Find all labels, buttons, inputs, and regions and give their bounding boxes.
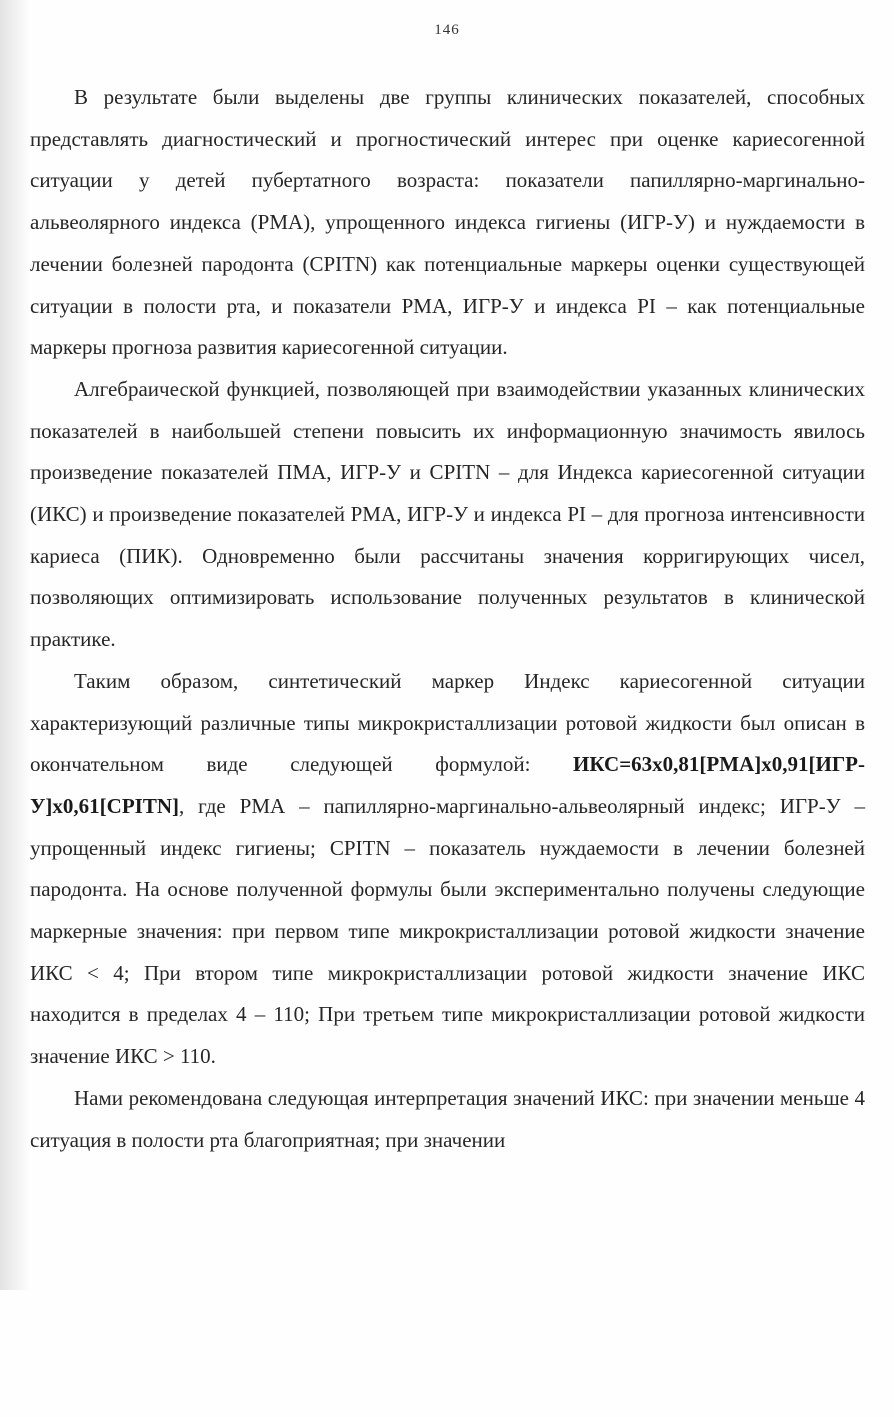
paragraph-interpretation: Нами рекомендована следующая интерпретация значений ИКС: при значении меньше 4 ситуация в полости рта благоприятная; при значении: [30, 1085, 865, 1152]
page-number: 146: [434, 22, 460, 38]
paragraph-algebraic-function: Алгебраической функцией, позволяющей при взаимодействии указанных клинических показателей в наибольшей степени повысить их информационную значимость явилось произведение показателей ПМА, ИГР-У и CPITN – для Индекса кариесогенной ситуации (ИКС) и произведение показателей РМА, ИГР-У и индекса PI – для прогноза интенсивности кариеса (ПИК). Одновременно были рассчитаны значения корригирующих чисел, позволяющих оптимизировать использование полученных результатов в клинической практике.: [30, 376, 865, 652]
scan-shadow-edge: [0, 0, 30, 1290]
iks-formula: ИКС=63x0,81[PMA]x0,91[ИГР-У]x0,61[CPITN]: [30, 752, 865, 818]
formula-explanation-text: , где РМА – папиллярно-маргинально-альвеолярный индекс; ИГР-У – упрощенный индекс гигиены; CPITN – показатель нуждаемости в лечении болезней пародонта. На основе полученной формулы были экспериментально получены следующие маркерные значения: при первом типе микрокристаллизации ротовой жидкости значение ИКС < 4; При втором типе микрокристаллизации ротовой жидкости значение ИКС находится в пределах 4 – 110; При третьем типе микрокристаллизации ротовой жидкости значение ИКС > 110.: [30, 793, 865, 1069]
formula-intro-text: Таким образом, синтетический маркер Индекс кариесогенной ситуации характеризующий различные типы микрокристаллизации ротовой жидкости был описан в окончательном виде следующей формулой:: [30, 668, 865, 777]
body-text: [30, 77, 865, 1161]
paragraph-clinical-groups: В результате были выделены две группы клинических показателей, способных представлять диагностический и прогностический интерес при оценке кариесогенной ситуации у детей пубертатного возраста: показатели папиллярно-маргинально-альвеолярного индекса (РМА), упрощенного индекса гигиены (ИГР-У) и нуждаемости в лечении болезней пародонта (CPITN) как потенциальные маркеры оценки существующей ситуации в полости рта, и показатели РМА, ИГР-У и индекса PI – как потенциальные маркеры прогноза развития кариесогенной ситуации.: [30, 85, 865, 360]
paragraph-formula: [30, 661, 865, 1078]
